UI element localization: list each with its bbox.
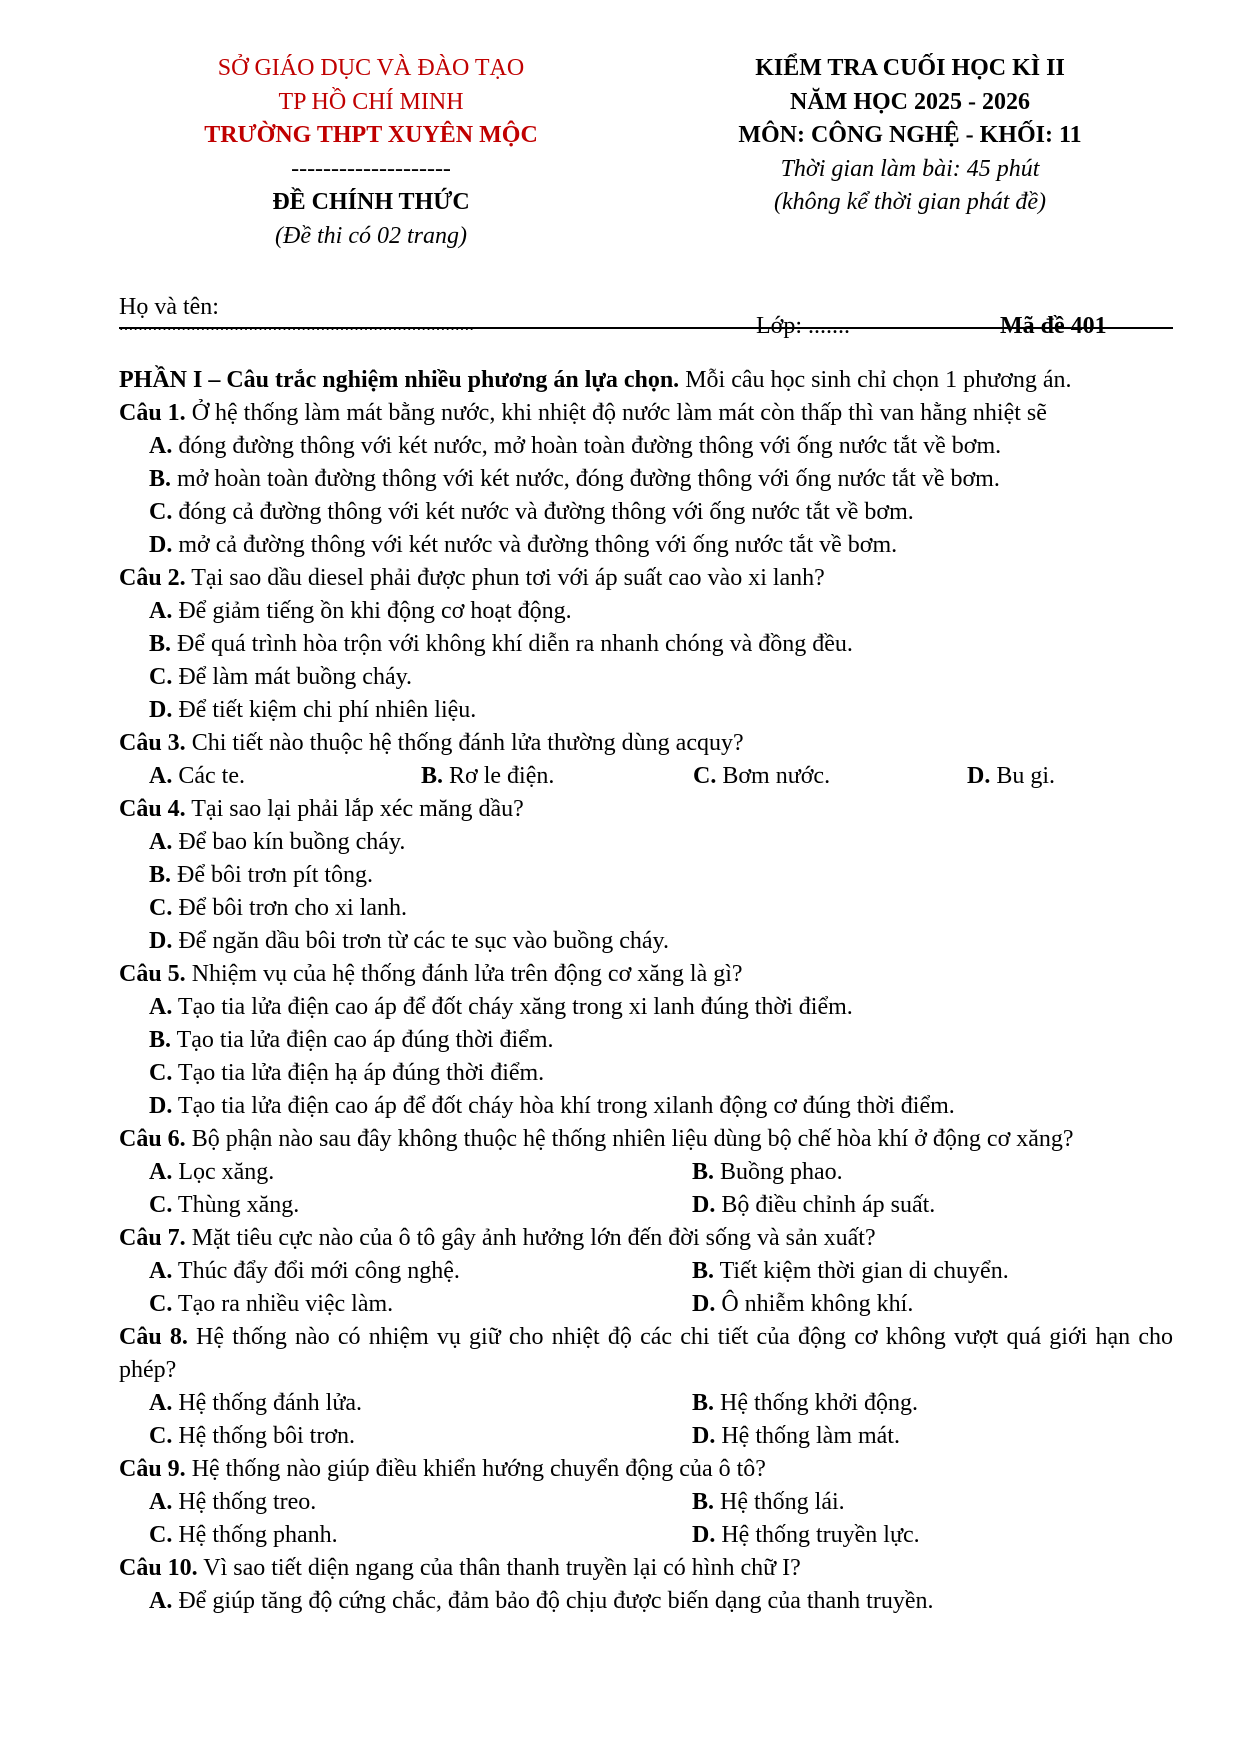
question-6: Câu 6. Bộ phận nào sau đây không thuộc hệ thống nhiên liệu dùng bộ chế hòa khí ở động cơ xăng? bbox=[119, 1126, 1074, 1152]
q1-option-c[interactable]: C. đóng cả đường thông với két nước và đường thông với ống nước tắt về bơm. bbox=[149, 499, 914, 525]
q4-option-d[interactable]: D. Để ngăn dầu bôi trơn từ các te sục vào buồng cháy. bbox=[149, 928, 669, 954]
class-field[interactable]: Lớp: ....... bbox=[756, 313, 851, 339]
department-name: SỞ GIÁO DỤC VÀ ĐÀO TẠO bbox=[217, 55, 525, 81]
q1-option-b[interactable]: B. mở hoàn toàn đường thông với két nước, đóng đường thông với ống nước tắt về bơm. bbox=[149, 466, 1000, 492]
school-name: TRƯỜNG THPT XUYÊN MỘC bbox=[204, 122, 538, 148]
school-year: NĂM HỌC 2025 - 2026 bbox=[790, 88, 1030, 115]
q9-option-b[interactable]: B. Hệ thống lái. bbox=[692, 1489, 845, 1515]
q5-option-d[interactable]: D. Tạo tia lửa điện cao áp để đốt cháy hòa khí trong xilanh động cơ đúng thời điểm. bbox=[149, 1093, 955, 1119]
q4-option-c[interactable]: C. Để bôi trơn cho xi lanh. bbox=[149, 895, 407, 921]
q8-option-d[interactable]: D. Hệ thống làm mát. bbox=[692, 1423, 900, 1449]
question-10: Câu 10. Vì sao tiết diện ngang của thân thanh truyền lại có hình chữ I? bbox=[119, 1555, 801, 1581]
q2-option-c[interactable]: C. Để làm mát buồng cháy. bbox=[149, 664, 413, 690]
q6-option-c[interactable]: C. Thùng xăng. bbox=[149, 1192, 300, 1218]
exam-code: Mã đề 401 bbox=[1000, 313, 1107, 339]
q9-option-a[interactable]: A. Hệ thống treo. bbox=[149, 1489, 317, 1515]
q3-option-b[interactable]: B. Rơ le điện. bbox=[421, 763, 555, 789]
q7-option-c[interactable]: C. Tạo ra nhiều việc làm. bbox=[149, 1291, 394, 1317]
exam-title: KIỂM TRA CUỐI HỌC KÌ II bbox=[755, 55, 1065, 81]
q1-option-a[interactable]: A. đóng đường thông với két nước, mở hoàn toàn đường thông với ống nước tắt về bơm. bbox=[149, 433, 1002, 459]
question-1: Câu 1. Ở hệ thống làm mát bằng nước, khi nhiệt độ nước làm mát còn thấp thì van hằng nhiệt sẽ bbox=[119, 400, 1047, 426]
q9-option-d[interactable]: D. Hệ thống truyền lực. bbox=[692, 1522, 920, 1548]
question-2: Câu 2. Tại sao dầu diesel phải được phun tơi với áp suất cao vào xi lanh? bbox=[119, 565, 825, 591]
official-label: ĐỀ CHÍNH THỨC bbox=[272, 189, 470, 215]
q9-option-c[interactable]: C. Hệ thống phanh. bbox=[149, 1522, 338, 1548]
question-4: Câu 4. Tại sao lại phải lắp xéc măng dầu? bbox=[119, 796, 524, 822]
q6-option-d[interactable]: D. Bộ điều chỉnh áp suất. bbox=[692, 1192, 936, 1218]
part-heading bbox=[119, 364, 1173, 397]
part-title: PHẦN I – Câu trắc nghiệm nhiều phương án lựa chọn. bbox=[119, 367, 680, 393]
q7-option-a[interactable]: A. Thúc đẩy đổi mới công nghệ. bbox=[149, 1258, 460, 1284]
q1-option-d[interactable]: D. mở cả đường thông với két nước và đường thông với ống nước tắt về bơm. bbox=[149, 532, 898, 558]
q9-options-row-1 bbox=[149, 1486, 1173, 1519]
q5-option-a[interactable]: A. Tạo tia lửa điện cao áp để đốt cháy xăng trong xi lanh đúng thời điểm. bbox=[149, 994, 853, 1020]
question-9: Câu 9. Hệ thống nào giúp điều khiển hướng chuyển động của ô tô? bbox=[119, 1456, 766, 1482]
q2-option-a[interactable]: A. Để giảm tiếng ồn khi động cơ hoạt động. bbox=[149, 598, 572, 624]
question-5: Câu 5. Nhiệm vụ của hệ thống đánh lửa trên động cơ xăng là gì? bbox=[119, 961, 743, 987]
q7-option-b[interactable]: B. Tiết kiệm thời gian di chuyển. bbox=[692, 1258, 1009, 1284]
q9-options-row-2 bbox=[149, 1519, 1173, 1552]
q6-options-row-2 bbox=[149, 1189, 1173, 1222]
q6-options-row-1 bbox=[149, 1156, 1173, 1189]
q8-option-b[interactable]: B. Hệ thống khởi động. bbox=[692, 1390, 919, 1416]
q3-option-a[interactable]: A. Các te. bbox=[149, 763, 245, 789]
q8-option-a[interactable]: A. Hệ thống đánh lửa. bbox=[149, 1390, 362, 1416]
q5-option-b[interactable]: B. Tạo tia lửa điện cao áp đúng thời điểm. bbox=[149, 1027, 554, 1053]
pages-note: (Đề thi có 02 trang) bbox=[275, 222, 467, 249]
header-divider: -------------------- bbox=[291, 155, 451, 182]
header-right bbox=[650, 52, 1170, 220]
part-instruction: Mỗi câu học sinh chỉ chọn 1 phương án. bbox=[679, 367, 1072, 393]
q4-option-a[interactable]: A. Để bao kín buồng cháy. bbox=[149, 829, 406, 855]
q3-option-c[interactable]: C. Bơm nước. bbox=[693, 763, 831, 789]
city-name: TP HỒ CHÍ MINH bbox=[278, 88, 464, 115]
q10-option-a[interactable]: A. Để giúp tăng độ cứng chắc, đảm bảo độ chịu được biến dạng của thanh truyền. bbox=[149, 1588, 934, 1614]
q7-options-row-2 bbox=[149, 1288, 1173, 1321]
q7-option-d[interactable]: D. Ô nhiễm không khí. bbox=[692, 1291, 914, 1317]
q2-option-b[interactable]: B. Để quá trình hòa trộn với không khí diễn ra nhanh chóng và đồng đều. bbox=[149, 631, 853, 657]
q6-option-a[interactable]: A. Lọc xăng. bbox=[149, 1159, 275, 1185]
header-separator bbox=[119, 327, 1173, 329]
name-field[interactable]: .......................................................................... bbox=[119, 314, 475, 334]
question-8: Câu 8. Hệ thống nào có nhiệm vụ giữ cho nhiệt độ các chi tiết của động cơ không vượt quá giới hạn cho phép? bbox=[119, 1324, 1173, 1383]
header-left bbox=[111, 52, 631, 253]
exam-content bbox=[119, 364, 1173, 1618]
q5-option-c[interactable]: C. Tạo tia lửa điện hạ áp đúng thời điểm. bbox=[149, 1060, 545, 1086]
subject: MÔN: CÔNG NGHỆ - KHỐI: 11 bbox=[738, 122, 1082, 148]
question-3: Câu 3. Chi tiết nào thuộc hệ thống đánh lửa thường dùng acquy? bbox=[119, 730, 744, 756]
q6-option-b[interactable]: B. Buồng phao. bbox=[692, 1159, 843, 1185]
q8-option-c[interactable]: C. Hệ thống bôi trơn. bbox=[149, 1423, 356, 1449]
q8-options-row-1 bbox=[149, 1387, 1173, 1420]
q8-options-row-2 bbox=[149, 1420, 1173, 1453]
q3-option-d[interactable]: D. Bu gi. bbox=[967, 763, 1056, 789]
time-limit: Thời gian làm bài: 45 phút bbox=[780, 155, 1040, 182]
time-note: (không kể thời gian phát đề) bbox=[773, 189, 1047, 215]
question-7: Câu 7. Mặt tiêu cực nào của ô tô gây ảnh hưởng lớn đến đời sống và sản xuất? bbox=[119, 1225, 876, 1251]
q7-options-row-1 bbox=[149, 1255, 1173, 1288]
name-label: Họ và tên: bbox=[119, 294, 219, 320]
q4-option-b[interactable]: B. Để bôi trơn pít tông. bbox=[149, 862, 374, 888]
q3-options-row bbox=[149, 760, 1173, 793]
q2-option-d[interactable]: D. Để tiết kiệm chi phí nhiên liệu. bbox=[149, 697, 477, 723]
